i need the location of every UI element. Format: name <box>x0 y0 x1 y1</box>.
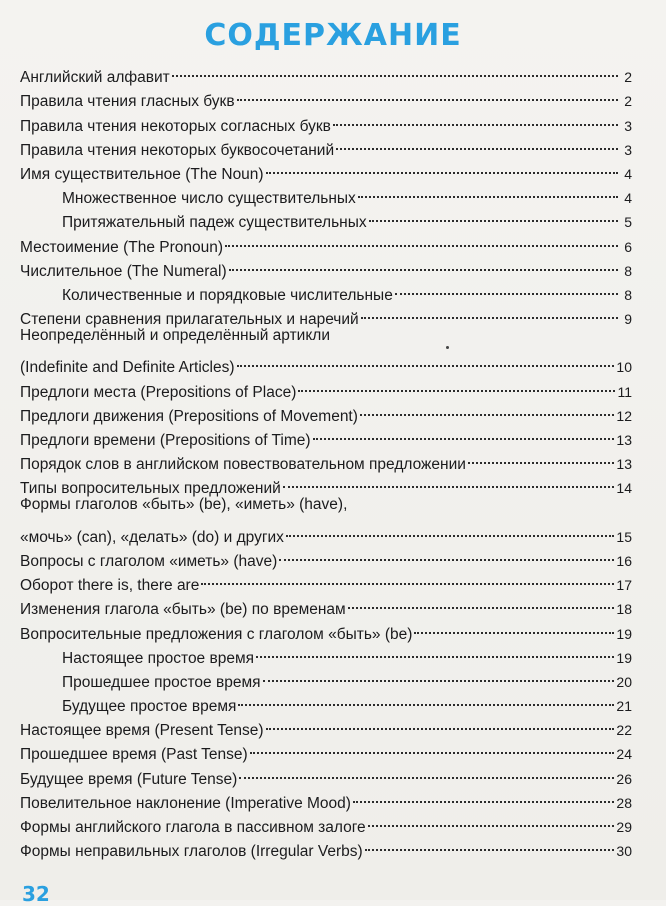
toc-page-number: 24 <box>616 746 632 763</box>
toc-entry-text: Неопределённый и определённый артикли <box>20 327 330 345</box>
toc-page-number: 19 <box>616 649 632 666</box>
dot-leader <box>256 639 614 663</box>
dot-leader <box>365 832 615 856</box>
dot-leader <box>238 687 614 711</box>
dot-leader <box>237 82 618 106</box>
toc-entry-text: Множественное число существительных <box>62 190 356 208</box>
toc-page-number: 22 <box>616 722 632 739</box>
toc-entry-text: Правила чтения некоторых буквосочетаний <box>20 141 335 159</box>
toc-page-number: 6 <box>624 238 632 255</box>
toc-entry-text: Имя существительное (The Noun) <box>20 165 264 183</box>
toc-entry-text: Английский алфавит <box>20 69 170 87</box>
dot-leader <box>229 252 618 276</box>
toc-page-number: 14 <box>616 480 632 497</box>
table-of-contents <box>20 58 632 861</box>
dot-leader <box>239 759 614 783</box>
dot-leader <box>395 276 618 300</box>
toc-page-number: 28 <box>616 794 632 811</box>
dot-leader <box>172 58 618 82</box>
dot-leader <box>333 106 618 130</box>
toc-entry-text: Повелительное наклонение (Imperative Mood) <box>20 794 351 812</box>
toc-page-number: 5 <box>624 214 632 231</box>
toc-entry-text: Формы английского глагола в пассивном залоге <box>20 819 366 836</box>
toc-page-number: 18 <box>616 601 632 618</box>
toc-page-number: 3 <box>624 141 632 158</box>
toc-entry-text: Прошедшее время (Past Tense) <box>20 746 248 764</box>
toc-entry-text: Предлоги времени (Prepositions of Time) <box>20 432 311 449</box>
toc-entry-text: Прошедшее простое время <box>62 673 261 691</box>
toc-entry-text: Изменения глагола «быть» (be) по временам <box>20 601 346 619</box>
dot-leader <box>283 469 615 493</box>
toc-page-number: 10 <box>616 359 632 376</box>
toc-page-number: 20 <box>616 673 632 690</box>
dot-leader <box>361 300 618 324</box>
toc-page-number: 4 <box>624 190 632 207</box>
dot-leader <box>266 711 615 735</box>
toc-entry-text: Правила чтения некоторых согласных букв <box>20 117 331 135</box>
dot-leader <box>414 614 614 638</box>
dot-leader <box>201 566 614 590</box>
dot-leader <box>250 735 615 759</box>
toc-entry-text: Предлоги места (Prepositions of Place) <box>20 383 297 401</box>
stray-dot <box>446 346 449 349</box>
toc-page-number: 9 <box>624 311 632 328</box>
toc-entry <box>20 348 632 377</box>
dot-leader <box>313 421 615 445</box>
dot-leader <box>353 784 614 808</box>
toc-entry-text: Формы неправильных глаголов (Irregular Verbs) <box>20 843 363 861</box>
toc-page-number: 2 <box>624 93 632 110</box>
toc-page-number: 2 <box>624 69 632 86</box>
dot-leader <box>358 179 618 203</box>
dot-leader <box>348 590 615 614</box>
toc-page-number: 30 <box>616 843 632 860</box>
toc-entry <box>20 58 632 87</box>
toc-entry <box>20 518 632 546</box>
toc-entry-text: Будущее время (Future Tense) <box>20 770 238 788</box>
dot-leader <box>266 155 618 179</box>
dot-leader <box>263 663 615 687</box>
toc-page-number: 8 <box>624 262 632 279</box>
toc-page-number: 4 <box>624 165 632 182</box>
toc-entry-text: Будущее простое время <box>62 698 237 716</box>
toc-entry-text: Формы глаголов «быть» (be), «иметь» (have), <box>20 496 348 514</box>
toc-entry-text: Вопросы с глаголом «иметь» (have) <box>20 552 278 570</box>
toc-page-number: 15 <box>616 528 632 545</box>
dot-leader <box>336 131 618 155</box>
dot-leader <box>298 372 615 396</box>
footer-page-number: 32 <box>22 882 50 906</box>
dot-leader <box>279 542 614 566</box>
dot-leader <box>468 445 615 469</box>
toc-entry-text: Предлоги движения (Prepositions of Movement) <box>20 407 358 425</box>
toc-page-number: 16 <box>616 552 632 569</box>
toc-entry-text: Настоящее время (Present Tense) <box>20 722 264 740</box>
toc-page-number: 29 <box>616 819 632 835</box>
dot-leader <box>286 518 615 542</box>
toc-page-number: 13 <box>616 432 632 448</box>
toc-entry-text: Оборот there is, there are <box>20 577 200 595</box>
toc-entry-text: Числительное (The Numeral) <box>20 262 227 280</box>
toc-entry-text: Настоящее простое время <box>62 649 255 667</box>
toc-page-number: 21 <box>616 698 632 715</box>
dot-leader <box>237 348 615 372</box>
toc-entry-text: Вопросительные предложения с глаголом «быть» (be) <box>20 625 413 643</box>
dot-leader <box>368 808 615 832</box>
toc-entry-text: Порядок слов в английском повествовательном предложении <box>20 456 466 474</box>
dot-leader <box>225 227 618 251</box>
toc-entry <box>20 493 632 517</box>
toc-entry-text: Правила чтения гласных букв <box>20 93 235 111</box>
toc-page-number: 13 <box>616 456 632 473</box>
toc-entry-text: Притяжательный падеж существительных <box>62 214 367 232</box>
toc-page-number: 3 <box>624 117 632 134</box>
toc-page-number: 8 <box>624 286 632 303</box>
toc-entry-text: Количественные и порядковые числительные <box>62 286 393 304</box>
toc-entry-text: (Indefinite and Definite Articles) <box>20 359 235 377</box>
toc-page-number: 12 <box>616 407 632 424</box>
toc-entry-text: «мочь» (can), «делать» (do) и других <box>20 528 284 546</box>
toc-page-number: 11 <box>617 383 632 400</box>
page-title: СОДЕРЖАНИЕ <box>204 18 462 53</box>
toc-page-number: 17 <box>616 577 632 594</box>
toc-page-number: 19 <box>616 625 632 642</box>
toc-entry-text: Типы вопросительных предложений <box>20 480 281 498</box>
toc-page-number: 26 <box>616 770 632 787</box>
toc-entry <box>20 324 632 348</box>
dot-leader <box>369 203 618 227</box>
toc-entry-text: Степени сравнения прилагательных и наречий <box>20 311 359 329</box>
toc-entry-text: Местоимение (The Pronoun) <box>20 238 224 256</box>
dot-leader <box>360 397 615 421</box>
